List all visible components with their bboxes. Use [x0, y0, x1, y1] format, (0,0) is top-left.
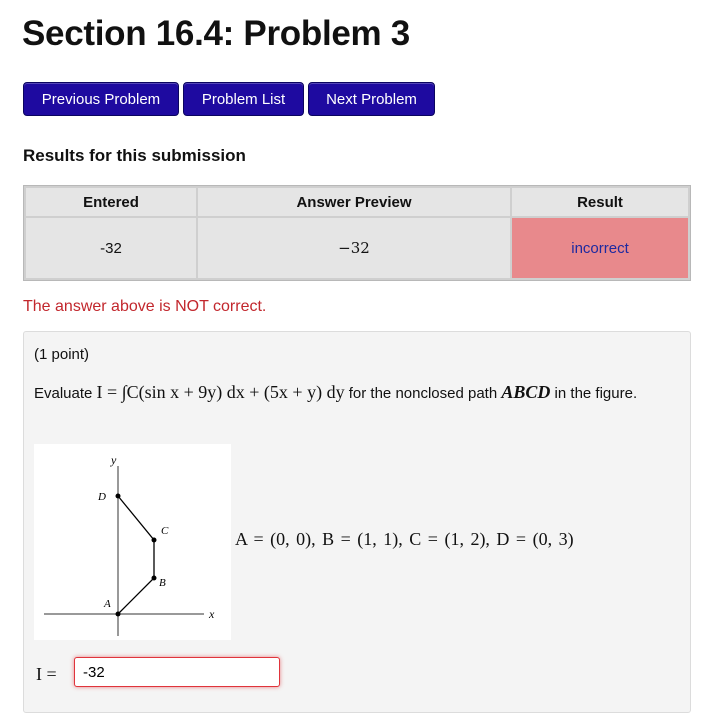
results-heading: Results for this submission	[23, 146, 246, 165]
problem-navigation	[23, 82, 435, 116]
statement-prefix: Evaluate	[34, 385, 97, 402]
point-d-label: D	[98, 491, 106, 503]
statement-suffix: in the figure.	[550, 385, 638, 402]
point-a-label: A	[104, 598, 111, 610]
path-abcd	[118, 496, 154, 614]
incorrect-notice: The answer above is NOT correct.	[23, 298, 267, 315]
path-name: ABCD	[501, 382, 551, 402]
problem-statement	[34, 380, 674, 406]
point-c-marker	[152, 538, 157, 543]
point-a-marker	[116, 612, 121, 617]
y-axis-label: y	[111, 453, 117, 467]
answer-preview-cell: −32	[198, 218, 510, 278]
point-c-label: C	[161, 525, 169, 537]
entered-cell: -32	[26, 218, 196, 278]
next-problem-button[interactable]: Next Problem	[308, 82, 435, 116]
previous-problem-button[interactable]: Previous Problem	[23, 82, 179, 116]
problem-list-button[interactable]: Problem List	[183, 82, 304, 116]
path-diagram	[34, 444, 231, 640]
answer-input[interactable]	[74, 657, 280, 687]
problem-box	[23, 331, 691, 713]
problem-points: (1 point)	[34, 346, 90, 363]
point-b-marker	[152, 576, 157, 581]
path-figure	[34, 444, 231, 640]
point-d-marker	[116, 494, 121, 499]
results-table	[23, 185, 691, 281]
page-title: Section 16.4: Problem 3	[22, 14, 410, 53]
answer-preview-header: Answer Preview	[198, 188, 510, 216]
result-cell: incorrect	[512, 218, 688, 278]
integral-expression: I = ∫C(sin x + 9y) dx + (5x + y) dy	[96, 382, 345, 402]
x-axis-label: x	[209, 607, 215, 621]
answer-label: I =	[36, 664, 57, 684]
results-header-row	[26, 188, 688, 216]
point-definitions: A = (0, 0), B = (1, 1), C = (1, 2), D = (0, 3)	[235, 529, 574, 549]
result-header: Result	[512, 188, 688, 216]
entered-header: Entered	[26, 188, 196, 216]
table-row	[26, 218, 688, 278]
point-b-label: B	[159, 577, 166, 589]
statement-mid: for the nonclosed path	[344, 385, 502, 402]
